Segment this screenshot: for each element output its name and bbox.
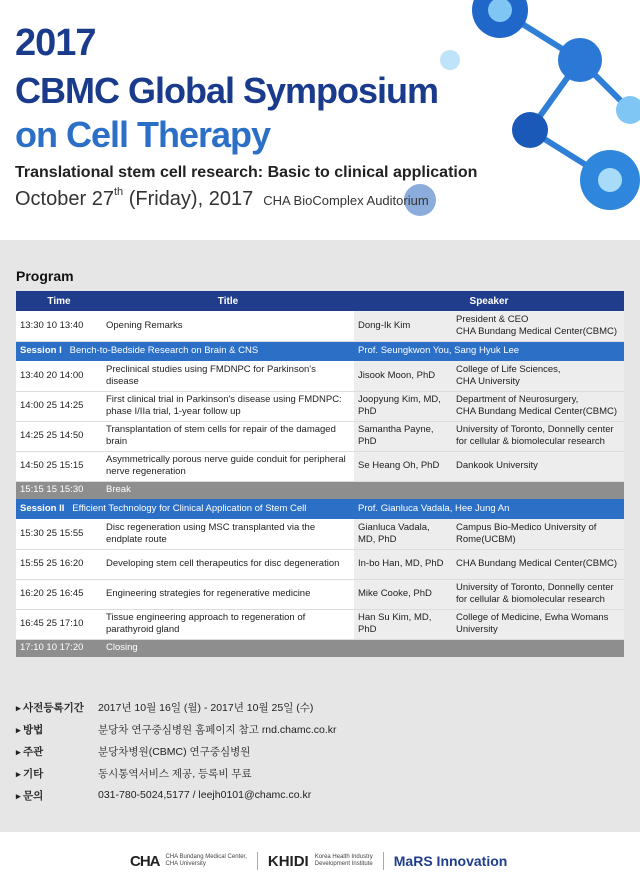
info-label: ▸ 사전등록기간 (16, 700, 98, 715)
title-line-3: on Cell Therapy (15, 114, 271, 155)
table-row (16, 361, 624, 391)
speaker-cell: Joopyung Kim, MD, PhD (354, 391, 452, 421)
speaker-cell: Han Su Kim, MD, PhD (354, 609, 452, 639)
info-label: ▸ 방법 (16, 722, 98, 737)
break-row (16, 481, 624, 499)
title-year: 2017 (15, 22, 96, 64)
time-cell: 16:45 25 17:10 (16, 609, 102, 639)
info-label: ▸ 주관 (16, 744, 98, 759)
affiliation-cell: Dankook University (452, 451, 624, 481)
info-row (16, 696, 616, 718)
break-row (16, 639, 624, 657)
speaker-cell: Dong-Ik Kim (354, 311, 452, 341)
table-row (16, 579, 624, 609)
affiliation-cell: Campus Bio-Medico University of Rome(UCBM) (452, 519, 624, 549)
affiliation-cell: President & CEO CHA Bundang Medical Center(CBMC) (452, 311, 624, 341)
table-row (16, 391, 624, 421)
break-label: Break (102, 481, 624, 499)
time-cell: 16:20 25 16:45 (16, 579, 102, 609)
table-row (16, 451, 624, 481)
khidi-logo: KHIDI (267, 852, 309, 870)
table-row (16, 421, 624, 451)
info-value: 동시통역서비스 제공, 등록비 무료 (98, 767, 252, 780)
time-cell: 15:30 25 15:55 (16, 519, 102, 549)
session-title: Session II Efficient Technology for Clinical Application of Stem Cell (16, 499, 354, 519)
affiliation-cell: CHA Bundang Medical Center(CBMC) (452, 549, 624, 579)
column-header-title: Title (102, 291, 354, 311)
title-cell: First clinical trial in Parkinson's disease using FMDNPC: phase I/IIa trial, 1-year follow up (102, 391, 354, 421)
info-value: 2017년 10월 16일 (월) - 2017년 10월 25일 (수) (98, 701, 314, 714)
title-line-2: CBMC Global Symposium (15, 70, 439, 111)
speaker-cell: Se Heang Oh, PhD (354, 451, 452, 481)
info-value: 분당차 연구중심병원 홈페이지 참고 rnd.chamc.co.kr (98, 723, 337, 736)
subtitle: Translational stem cell research: Basic to clinical application (15, 164, 478, 181)
event-date: October 27th (Friday), 2017 CHA BioComplex Auditorium (15, 186, 429, 210)
time-cell: 15:55 25 16:20 (16, 549, 102, 579)
affiliation-cell: University of Toronto, Donnelly center for cellular & biomolecular research (452, 579, 624, 609)
title-cell: Developing stem cell therapeutics for disc degeneration (102, 549, 354, 579)
time-cell: 14:00 25 14:25 (16, 391, 102, 421)
logo-bar (130, 852, 507, 870)
cha-logo: CHA (130, 852, 160, 870)
title-cell: Opening Remarks (102, 311, 354, 341)
break-label: Closing (102, 639, 624, 657)
info-label: ▸ 기타 (16, 766, 98, 781)
speaker-cell: Jisook Moon, PhD (354, 361, 452, 391)
speaker-cell: In-bo Han, MD, PhD (354, 549, 452, 579)
table-row (16, 549, 624, 579)
title-cell: Disc regeneration using MSC transplanted via the endplate route (102, 519, 354, 549)
session-row (16, 341, 624, 361)
session-chairs: Prof. Seungkwon You, Sang Hyuk Lee (354, 341, 624, 361)
table-row (16, 609, 624, 639)
info-row (16, 784, 616, 806)
venue: CHA BioComplex Auditorium (263, 193, 429, 208)
info-list (16, 696, 616, 806)
speaker-cell: Mike Cooke, PhD (354, 579, 452, 609)
time-cell: 13:40 20 14:00 (16, 361, 102, 391)
info-label: ▸ 문의 (16, 788, 98, 803)
header (0, 0, 640, 240)
cha-logo-text: CHA Bundang Medical Center, CHA University (165, 854, 247, 867)
time-cell: 13:30 10 13:40 (16, 311, 102, 341)
column-header-time: Time (16, 291, 102, 311)
table-row (16, 519, 624, 549)
footer (0, 832, 640, 896)
time-cell: 17:10 10 17:20 (16, 639, 102, 657)
table-row (16, 311, 624, 341)
info-value: 031-780-5024,5177 / leejh0101@chamc.co.kr (98, 789, 312, 801)
session-chairs: Prof. Gianluca Vadala, Hee Jung An (354, 499, 624, 519)
title-cell: Engineering strategies for regenerative medicine (102, 579, 354, 609)
title-cell: Transplantation of stem cells for repair of the damaged brain (102, 421, 354, 451)
info-value: 분당차병원(CBMC) 연구중심병원 (98, 745, 251, 758)
time-cell: 14:50 25 15:15 (16, 451, 102, 481)
session-row (16, 499, 624, 519)
affiliation-cell: University of Toronto, Donnelly center for cellular & biomolecular research (452, 421, 624, 451)
column-header-speaker: Speaker (354, 291, 624, 311)
info-row (16, 740, 616, 762)
title-cell: Preclinical studies using FMDNPC for Parkinson's disease (102, 361, 354, 391)
title-cell: Asymmetrically porous nerve guide conduit for peripheral nerve regeneration (102, 451, 354, 481)
info-row (16, 718, 616, 740)
speaker-cell: Gianluca Vadala, MD, PhD (354, 519, 452, 549)
program-table (16, 291, 624, 657)
affiliation-cell: College of Medicine, Ewha Womans University (452, 609, 624, 639)
time-cell: 14:25 25 14:50 (16, 421, 102, 451)
program-heading: Program (16, 268, 74, 284)
info-row (16, 762, 616, 784)
title-cell: Tissue engineering approach to regeneration of parathyroid gland (102, 609, 354, 639)
speaker-cell: Samantha Payne, PhD (354, 421, 452, 451)
khidi-logo-text: Korea Health Industry Development Institute (314, 854, 373, 867)
session-title: Session I Bench-to-Bedside Research on Brain & CNS (16, 341, 354, 361)
program-section (0, 240, 640, 832)
mars-logo: MaRS Innovation (393, 853, 508, 869)
time-cell: 15:15 15 15:30 (16, 481, 102, 499)
affiliation-cell: College of Life Sciences, CHA University (452, 361, 624, 391)
affiliation-cell: Department of Neurosurgery, CHA Bundang Medical Center(CBMC) (452, 391, 624, 421)
